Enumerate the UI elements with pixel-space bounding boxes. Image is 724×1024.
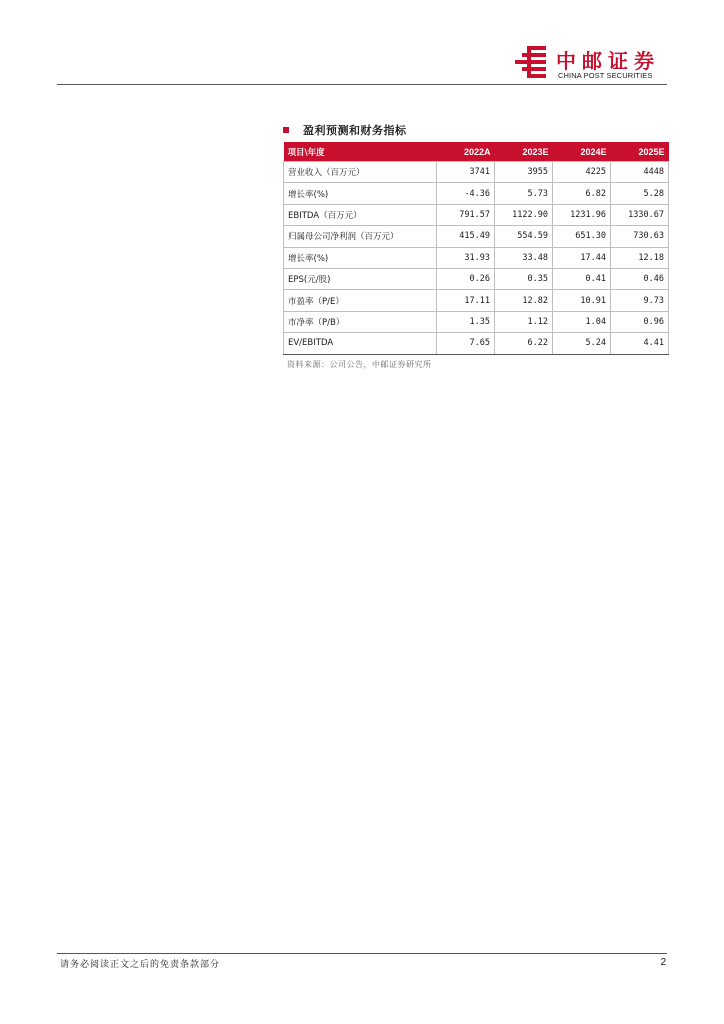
financial-forecast-table xyxy=(283,142,669,355)
table-cell: 5.28 xyxy=(611,183,669,204)
footer-disclaimer: 请务必阅读正文之后的免责条款部分 xyxy=(60,960,221,970)
table-row xyxy=(284,333,669,354)
table-cell: 12.18 xyxy=(611,247,669,268)
row-label: 归属母公司净利润（百万元） xyxy=(284,226,437,247)
table-cell: 1.04 xyxy=(553,311,611,332)
column-header-2023e: 2023E xyxy=(495,142,553,162)
table-cell: 651.30 xyxy=(553,226,611,247)
table-cell: 10.91 xyxy=(553,290,611,311)
table-cell: 1330.67 xyxy=(611,204,669,225)
table-cell: 0.46 xyxy=(611,268,669,289)
table-cell: 12.82 xyxy=(495,290,553,311)
logo-english-name: CHINA POST SECURITIES xyxy=(558,71,653,80)
table-row xyxy=(284,204,669,225)
china-post-logo-icon xyxy=(512,44,552,80)
header-divider xyxy=(57,84,667,85)
table-cell: 5.24 xyxy=(553,333,611,354)
logo-chinese-name: 中邮证券 xyxy=(556,49,660,73)
table-cell: 1.12 xyxy=(495,311,553,332)
table-row xyxy=(284,290,669,311)
page-number: 2 xyxy=(660,957,666,968)
table-row xyxy=(284,247,669,268)
table-cell: 1.35 xyxy=(437,311,495,332)
table-cell: 17.11 xyxy=(437,290,495,311)
row-label: 市净率（P/B） xyxy=(284,311,437,332)
table-cell: 17.44 xyxy=(553,247,611,268)
table-cell: 3955 xyxy=(495,162,553,183)
table-row xyxy=(284,311,669,332)
company-logo xyxy=(512,44,672,84)
table-cell: 5.73 xyxy=(495,183,553,204)
table-cell: 33.48 xyxy=(495,247,553,268)
section-heading xyxy=(283,122,407,138)
column-header-2022a: 2022A xyxy=(437,142,495,162)
table-cell: 0.96 xyxy=(611,311,669,332)
row-label: 市盈率（P/E） xyxy=(284,290,437,311)
table-row xyxy=(284,183,669,204)
table-row xyxy=(284,162,669,183)
data-source-note: 资料来源：公司公告，中邮证券研究所 xyxy=(287,360,432,369)
table-header-row xyxy=(284,142,669,162)
row-label: 增长率(%) xyxy=(284,183,437,204)
table-cell: 0.41 xyxy=(553,268,611,289)
table-cell: 0.35 xyxy=(495,268,553,289)
table-cell: 6.82 xyxy=(553,183,611,204)
row-label: EV/EBITDA xyxy=(284,333,437,354)
column-header-2025e: 2025E xyxy=(611,142,669,162)
table-cell: 4448 xyxy=(611,162,669,183)
table-cell: 415.49 xyxy=(437,226,495,247)
table-cell: 554.59 xyxy=(495,226,553,247)
footer-divider xyxy=(57,953,667,954)
table-cell: 9.73 xyxy=(611,290,669,311)
table-cell: 1122.90 xyxy=(495,204,553,225)
column-header-item: 项目\年度 xyxy=(284,142,437,162)
section-title: 盈利预测和财务指标 xyxy=(303,124,407,137)
table-cell: 4225 xyxy=(553,162,611,183)
table-cell: 6.22 xyxy=(495,333,553,354)
square-bullet-icon xyxy=(283,127,289,133)
table-cell: 3741 xyxy=(437,162,495,183)
table-cell: 7.65 xyxy=(437,333,495,354)
column-header-2024e: 2024E xyxy=(553,142,611,162)
table-cell: 31.93 xyxy=(437,247,495,268)
table-cell: 1231.96 xyxy=(553,204,611,225)
table-cell: -4.36 xyxy=(437,183,495,204)
row-label: EPS(元/股) xyxy=(284,268,437,289)
table-cell: 791.57 xyxy=(437,204,495,225)
table-cell: 0.26 xyxy=(437,268,495,289)
table-cell: 4.41 xyxy=(611,333,669,354)
row-label: EBITDA（百万元） xyxy=(284,204,437,225)
table-row xyxy=(284,268,669,289)
table-row xyxy=(284,226,669,247)
table-cell: 730.63 xyxy=(611,226,669,247)
row-label: 营业收入（百万元） xyxy=(284,162,437,183)
row-label: 增长率(%) xyxy=(284,247,437,268)
